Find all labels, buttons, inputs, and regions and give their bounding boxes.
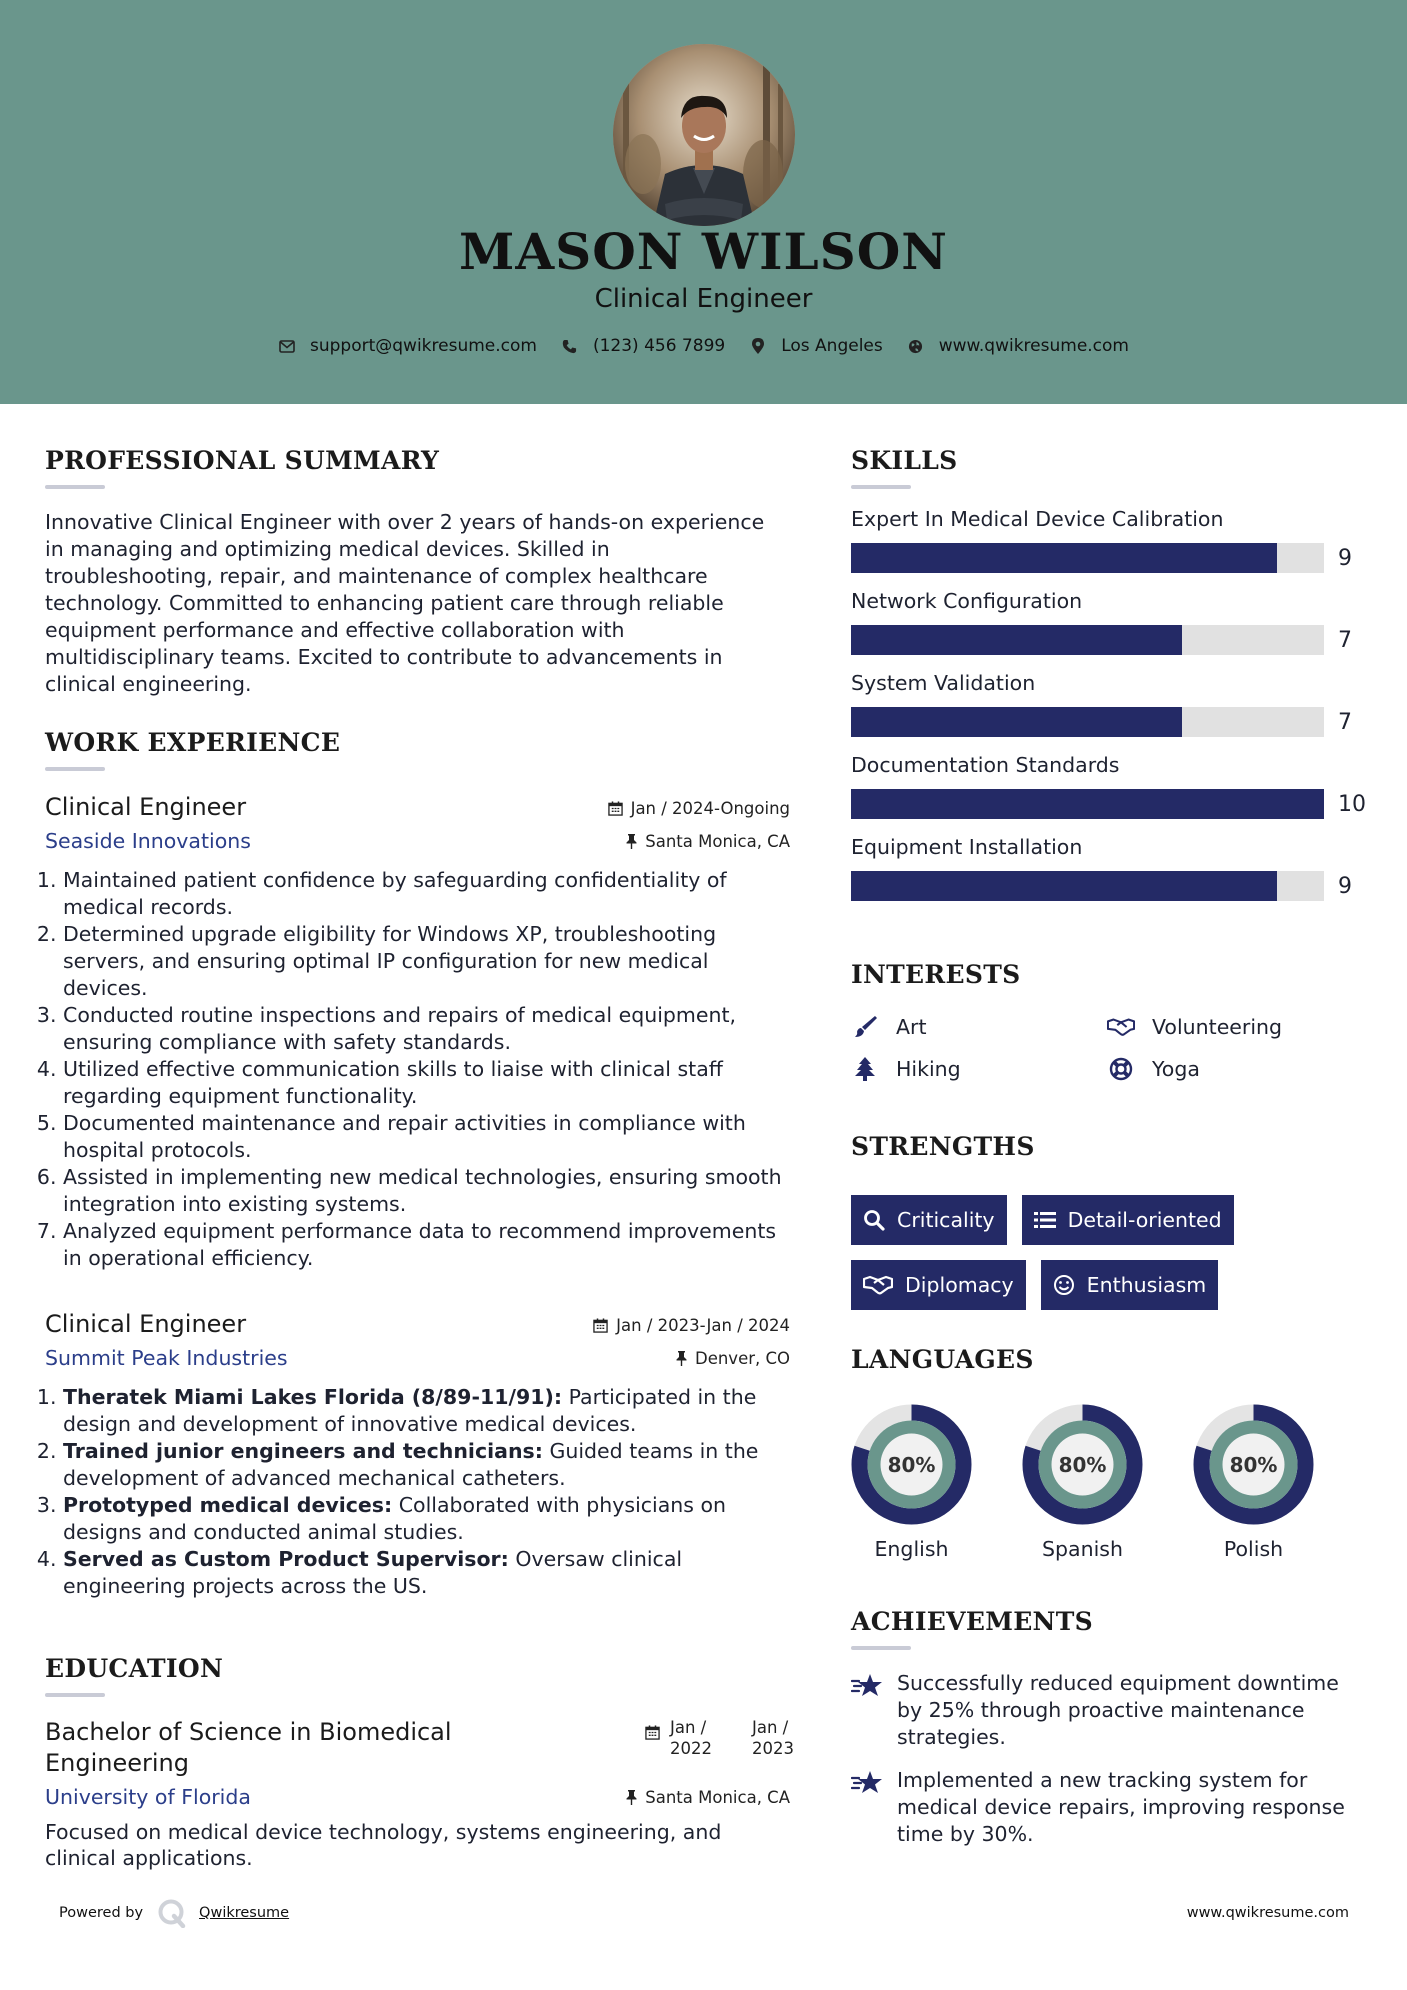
skill-bar [851,625,1324,655]
education-dates [645,1717,794,1759]
strength-chip: Diplomacy [851,1260,1026,1310]
envelope-icon [278,337,296,355]
interests-section [851,960,1371,1081]
profile-photo [613,44,795,226]
experience-section [45,728,790,1600]
section-divider [851,485,911,489]
strength-chip: Enthusiasm [1041,1260,1219,1310]
section-title: WORK EXPERIENCE [45,728,341,757]
section-title: INTERESTS [851,960,1021,989]
list-item: 1. Maintained patient confidence by safeguarding confidentiality of medical records. [63,867,790,921]
summary-text: Innovative Clinical Engineer with over 2 years of hands-on experience in managing and optimizing medical devices. Skilled in troubleshooting, repair, and maintenance of complex healthcare technology. Committed to enhancing patient care through reliable equipment performance and effective collaboration with multidisciplinary teams. Excited to contribute to advancements in clinical engineering. [45,510,765,696]
candidate-name: MASON WILSON [459,222,948,281]
school-name: University of Florida [45,1785,251,1809]
interest-item: Art [851,1015,1107,1039]
job-date: Jan / 2024-Ongoing [608,799,790,818]
interest-item: Hiking [851,1057,1107,1081]
strength-chip: Criticality [851,1195,1007,1245]
skill-bar-fill [851,625,1182,655]
pushpin-icon [676,1351,687,1366]
section-divider [45,1693,105,1697]
languages-section [851,1345,1371,1561]
footer-website[interactable]: www.qwikresume.com [1186,1905,1349,1921]
skills-section [851,446,1371,901]
language-ring [1022,1404,1143,1525]
language-item [1022,1404,1143,1561]
section-divider [45,485,105,489]
interest-item: Volunteering [1107,1015,1363,1039]
languages-list [851,1404,1371,1561]
smile-icon [1053,1274,1075,1296]
achievement-text: Successfully reduced equipment downtime by 25% through proactive maintenance strategies. [897,1671,1339,1749]
contact-location: Los Angeles [749,336,883,356]
education-section [45,1654,794,1871]
achievement-item [851,1670,1371,1751]
end-date: Jan / 2023 [752,1718,794,1758]
language-percent: 80% [887,1452,936,1477]
list-item: 6. Assisted in implementing new medical technologies, ensuring smooth integration into existing systems. [63,1164,790,1218]
section-divider [851,1646,911,1650]
language-name: Spanish [1042,1537,1123,1561]
section-title: STRENGTHS [851,1132,1035,1161]
list-item: 2. Trained junior engineers and technicians: Guided teams in the development of advanced mechanical catheters. [63,1438,790,1492]
pushpin-icon [626,834,637,849]
skill-bar [851,707,1324,737]
skill-bar [851,871,1324,901]
achievements-section [851,1607,1371,1848]
skill-bar-fill [851,871,1277,901]
powered-by: Powered by Qwikresume [59,1898,289,1928]
globe-icon [907,337,925,355]
list-icon [1034,1211,1056,1229]
phone-icon [561,337,579,355]
language-ring [851,1404,972,1525]
lifering-icon [1107,1057,1135,1081]
list-item: 1. Theratek Miami Lakes Florida (8/89-11/91): Participated in the design and development of innovative medical devices. [63,1384,790,1438]
job-location: Santa Monica, CA [626,832,790,851]
qwikresume-logo-icon [157,1898,187,1928]
education-description: Focused on medical device technology, systems engineering, and clinical applications. [45,1820,722,1870]
star-icon [851,1769,885,1797]
school-location: Santa Monica, CA [626,1788,790,1807]
skill-name: Equipment Installation [851,835,1083,859]
paintbrush-icon [851,1015,879,1039]
skill-bar-fill [851,707,1182,737]
degree-title: Bachelor of Science in Biomedical Engineering [45,1718,452,1777]
language-name: English [874,1537,949,1561]
skill-item [851,671,1371,737]
skill-item [851,589,1371,655]
interest-item: Yoga [1107,1057,1363,1081]
brand-link[interactable]: Qwikresume [199,1905,290,1921]
pushpin-icon [626,1790,637,1805]
section-title: LANGUAGES [851,1345,1034,1374]
skill-score: 7 [1338,627,1352,653]
language-item [851,1404,972,1561]
calendar-icon [593,1318,608,1333]
skill-score: 9 [1338,545,1352,571]
achievement-item [851,1767,1371,1848]
achievement-text: Implemented a new tracking system for medical device repairs, improving response time by 30%. [897,1768,1345,1846]
company-name: Seaside Innovations [45,829,251,853]
job-location: Denver, CO [676,1349,790,1368]
start-date: Jan / 2022 [670,1718,712,1758]
star-icon [851,1672,885,1700]
skill-item [851,835,1371,901]
skill-score: 10 [1338,791,1366,817]
language-percent: 80% [1058,1452,1107,1477]
skill-item [851,507,1371,573]
search-icon [863,1209,885,1231]
list-item: 3. Conducted routine inspections and repairs of medical equipment, ensuring compliance with safety standards. [63,1002,790,1056]
job-entry [45,1310,790,1600]
language-item [1193,1404,1314,1561]
list-item: 4. Utilized effective communication skills to liaise with clinical staff regarding equipment functionality. [63,1056,790,1110]
job-title: Clinical Engineer [45,1310,247,1338]
skill-bar-fill [851,789,1324,819]
candidate-title: Clinical Engineer [594,284,813,314]
section-divider [45,767,105,771]
section-title: EDUCATION [45,1654,224,1683]
skill-score: 9 [1338,873,1352,899]
duties-list [45,867,790,1272]
contact-phone[interactable]: (123) 456 7899 [561,336,725,356]
job-date: Jan / 2023-Jan / 2024 [593,1316,790,1335]
handshake-icon [863,1275,893,1295]
skill-name: Network Configuration [851,589,1083,613]
company-name: Summit Peak Industries [45,1346,288,1370]
tree-icon [851,1057,879,1081]
job-entry [45,793,790,1272]
language-percent: 80% [1229,1452,1278,1477]
skill-name: Documentation Standards [851,753,1120,777]
strengths-section [851,1132,1371,1310]
list-item: 3. Prototyped medical devices: Collaborated with physicians on designs and conducted animal studies. [63,1492,790,1546]
skill-bar-fill [851,543,1277,573]
map-pin-icon [749,337,767,355]
summary-section [45,446,790,698]
language-name: Polish [1223,1537,1284,1561]
handshake-icon [1107,1015,1135,1039]
language-ring [1193,1404,1314,1525]
contact-email[interactable]: support@qwikresume.com [278,336,537,356]
resume-header [0,0,1407,404]
calendar-icon [645,1725,660,1740]
strength-chip: Detail-oriented [1022,1195,1234,1245]
list-item: 5. Documented maintenance and repair activities in compliance with hospital protocols. [63,1110,790,1164]
job-title: Clinical Engineer [45,793,247,821]
contact-website[interactable]: www.qwikresume.com [907,336,1129,356]
contact-bar [0,336,1407,356]
skill-item [851,753,1371,819]
calendar-icon [608,801,623,816]
skill-bar [851,789,1324,819]
section-title: ACHIEVEMENTS [851,1607,1093,1636]
skill-name: Expert In Medical Device Calibration [851,507,1224,531]
section-title: SKILLS [851,446,958,475]
skill-score: 7 [1338,709,1352,735]
section-title: PROFESSIONAL SUMMARY [45,446,440,475]
skill-bar [851,543,1324,573]
skills-list [851,507,1371,901]
list-item: 4. Served as Custom Product Supervisor: Oversaw clinical engineering projects across the US. [63,1546,790,1600]
list-item: 7. Analyzed equipment performance data to recommend improvements in operational efficiency. [63,1218,790,1272]
skill-name: System Validation [851,671,1036,695]
list-item: 2. Determined upgrade eligibility for Windows XP, troubleshooting servers, and ensuring optimal IP configuration for new medical devices. [63,921,790,1002]
duties-list [45,1384,790,1600]
